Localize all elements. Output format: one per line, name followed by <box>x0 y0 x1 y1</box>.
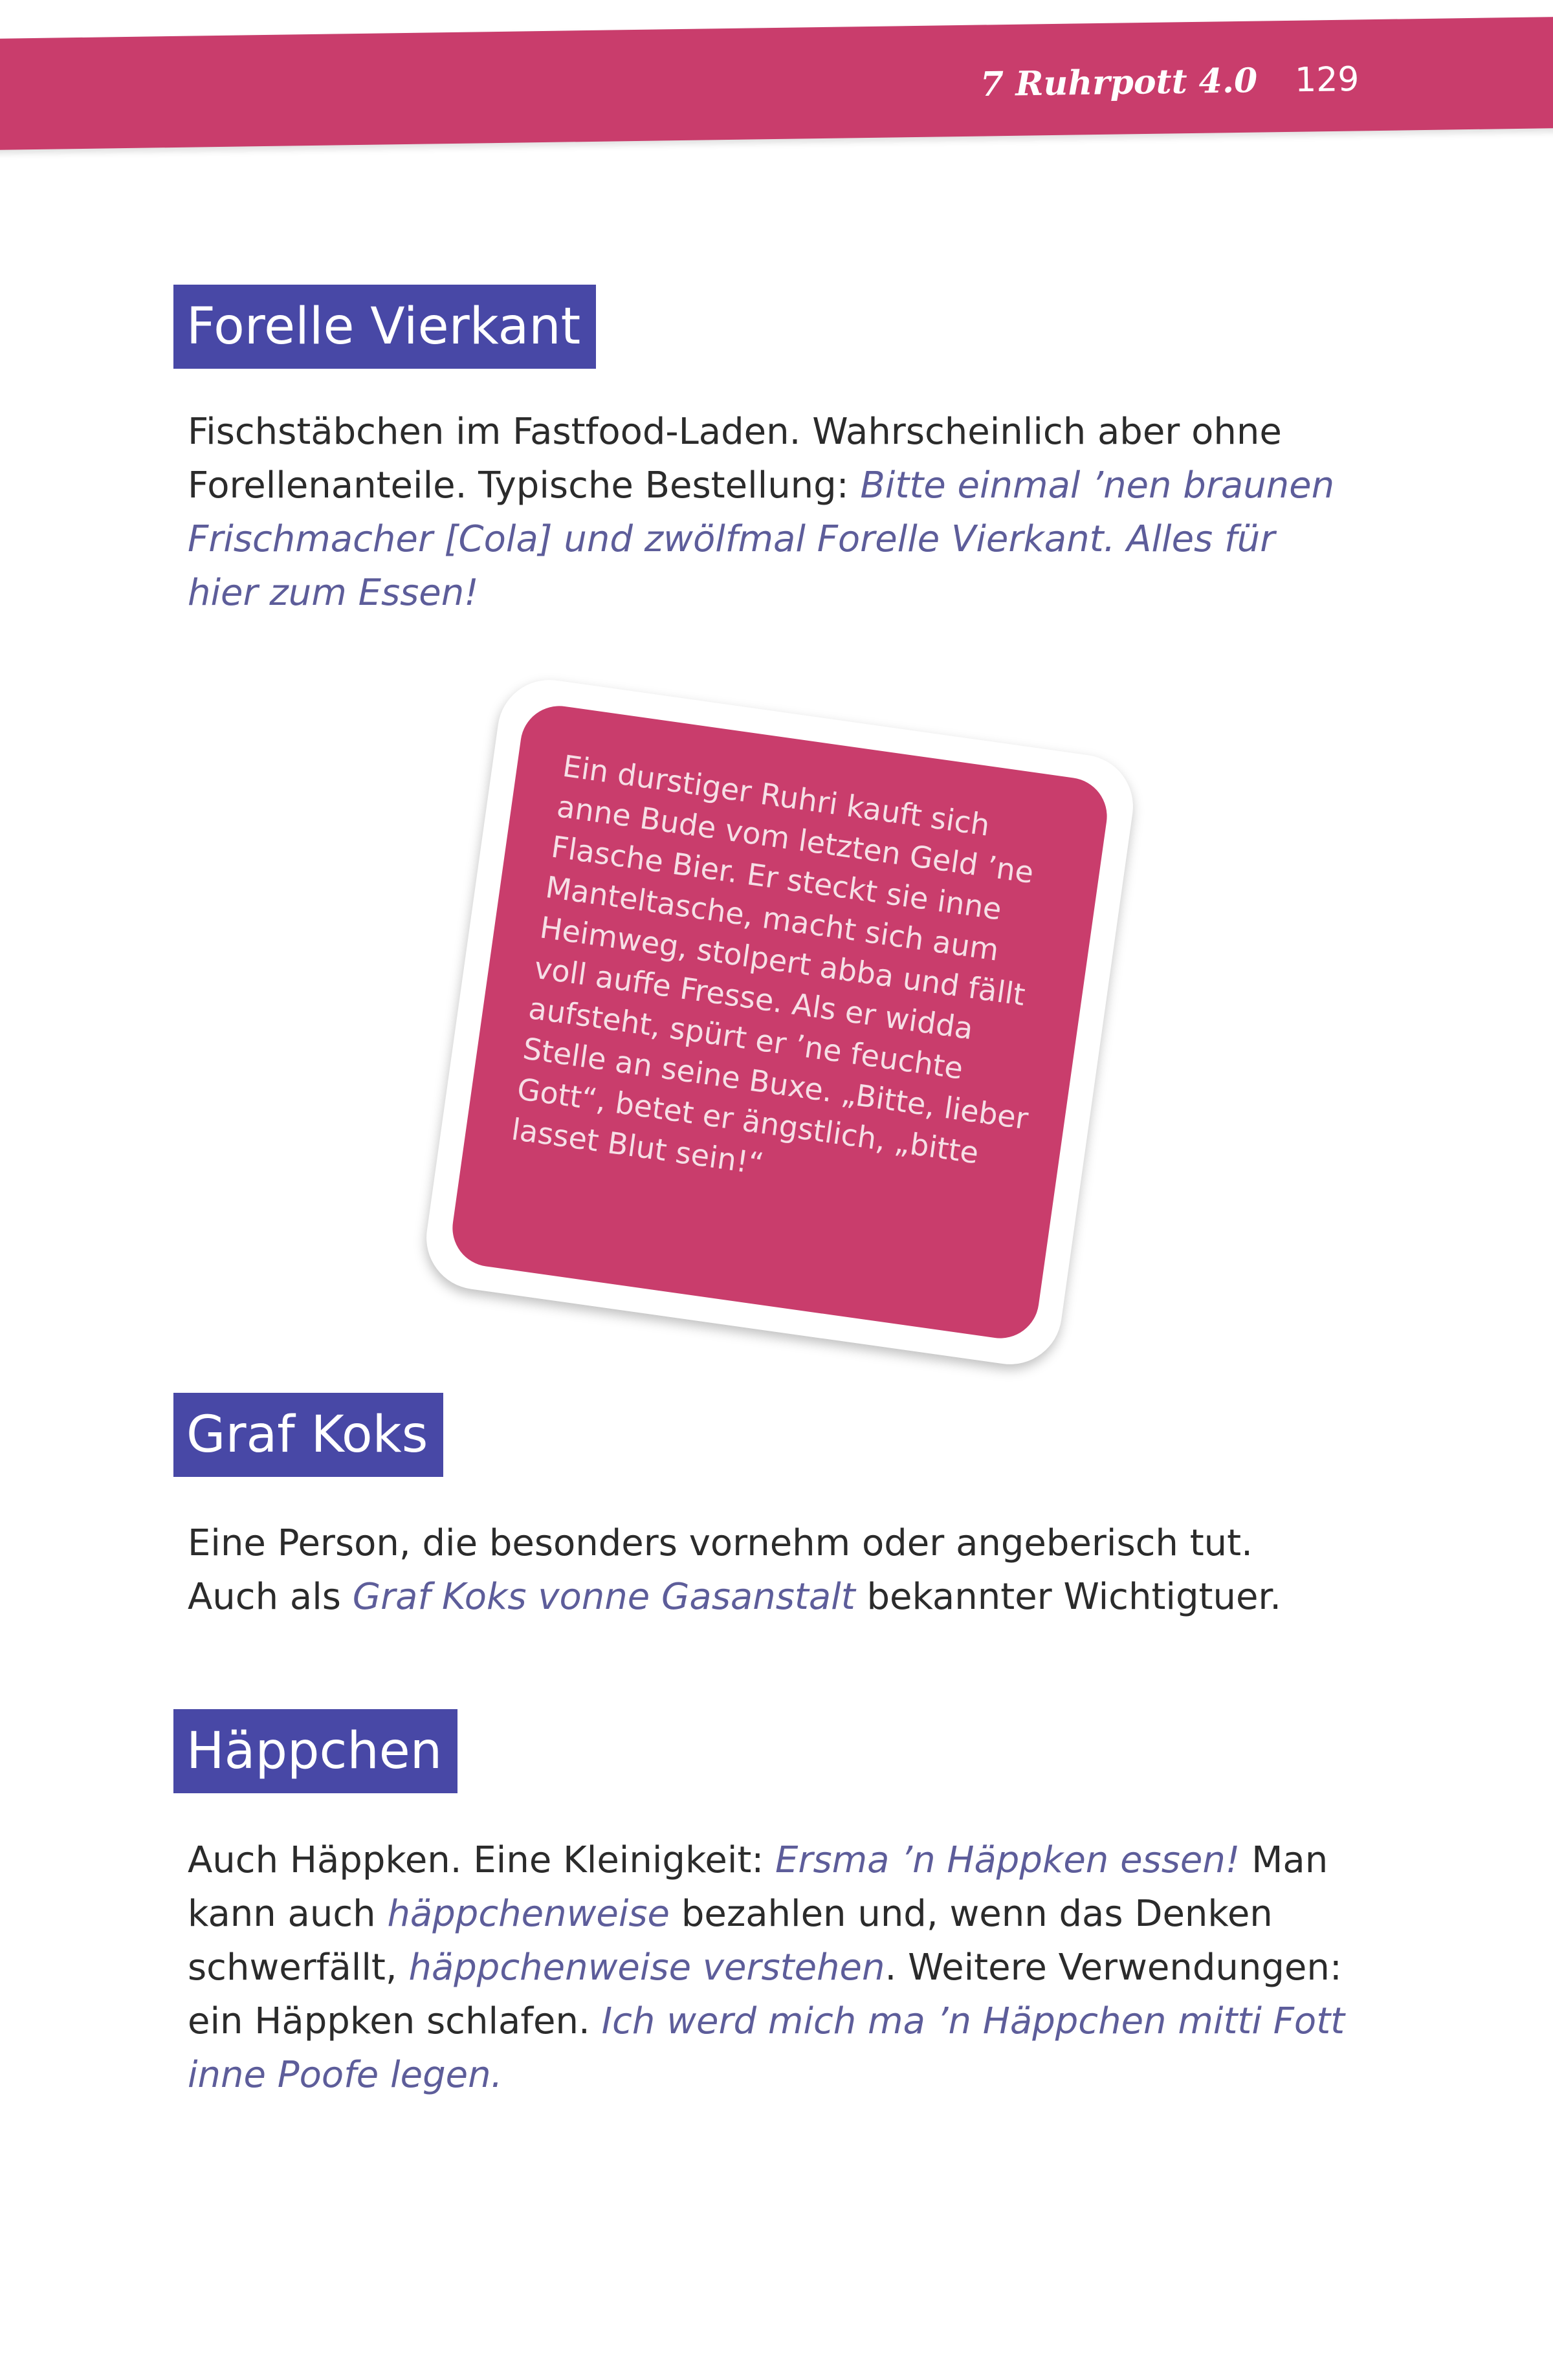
definition-text: . Weitere Verwendungen: ein Häppken schlafen. <box>188 1947 1342 2042</box>
definition-forelle-vierkant <box>188 405 1346 620</box>
example-text: Graf Koks vonne Gasanstalt <box>352 1576 855 1618</box>
example-text: Bitte einmal ’nen braunen Frischmacher [Cola] und zwölfmal Forelle Vierkant. Alles für hier zum Essen! <box>188 464 1335 614</box>
term-heading-graf-koks: Graf Koks <box>173 1393 443 1477</box>
definition-text: Man kann auch <box>188 1839 1328 1935</box>
anecdote-card-body <box>448 701 1112 1344</box>
chapter-title: 7 Ruhrpott 4.0 <box>980 61 1258 105</box>
definition-text: bekannter Wichtigtuer. <box>855 1576 1282 1618</box>
example-text: häppchenweise verstehen <box>408 1947 885 1989</box>
page-number: 129 <box>1294 60 1360 100</box>
example-text: häppchenweise <box>387 1893 670 1935</box>
example-text: Ich werd mich ma ’n Häppchen mitti Fott inne Poofe legen. <box>188 2000 1345 2096</box>
definition-text: Eine Person, die besonders vornehm oder angeberisch tut. Auch als <box>188 1522 1253 1618</box>
running-header <box>980 60 1359 104</box>
definition-haeppchen <box>188 1833 1346 2102</box>
term-heading-forelle-vierkant: Forelle Vierkant <box>173 285 596 369</box>
term-heading-haeppchen: Häppchen <box>173 1709 457 1793</box>
anecdote-text: Ein durstiger Ruhri kauft sich anne Bude vom letzten Geld ’ne Flasche Bier. Er steckt sie inne Manteltasche, macht sich aum Heimweg, stolpert abba und fällt voll auffe Fresse. Als er widda aufsteht, spürt er ’ne feuchte Stelle an seine Buxe. „Bitte, lieber Gott“, betet er ängstlich, „bitte lasset Blut sein!“ <box>509 748 1036 1182</box>
definition-text: bezahlen und, wenn das Denken schwerfällt, <box>188 1893 1273 1989</box>
anecdote-card <box>420 673 1140 1371</box>
definition-text: Auch Häppken. Eine Kleinigkeit: <box>188 1839 776 1881</box>
definition-text: Fischstäbchen im Fastfood-Laden. Wahrscheinlich aber ohne Forellenanteile. Typische Bestellung: <box>188 411 1282 507</box>
definition-graf-koks <box>188 1516 1346 1624</box>
example-text: Ersma ’n Häppken essen! <box>775 1839 1240 1881</box>
